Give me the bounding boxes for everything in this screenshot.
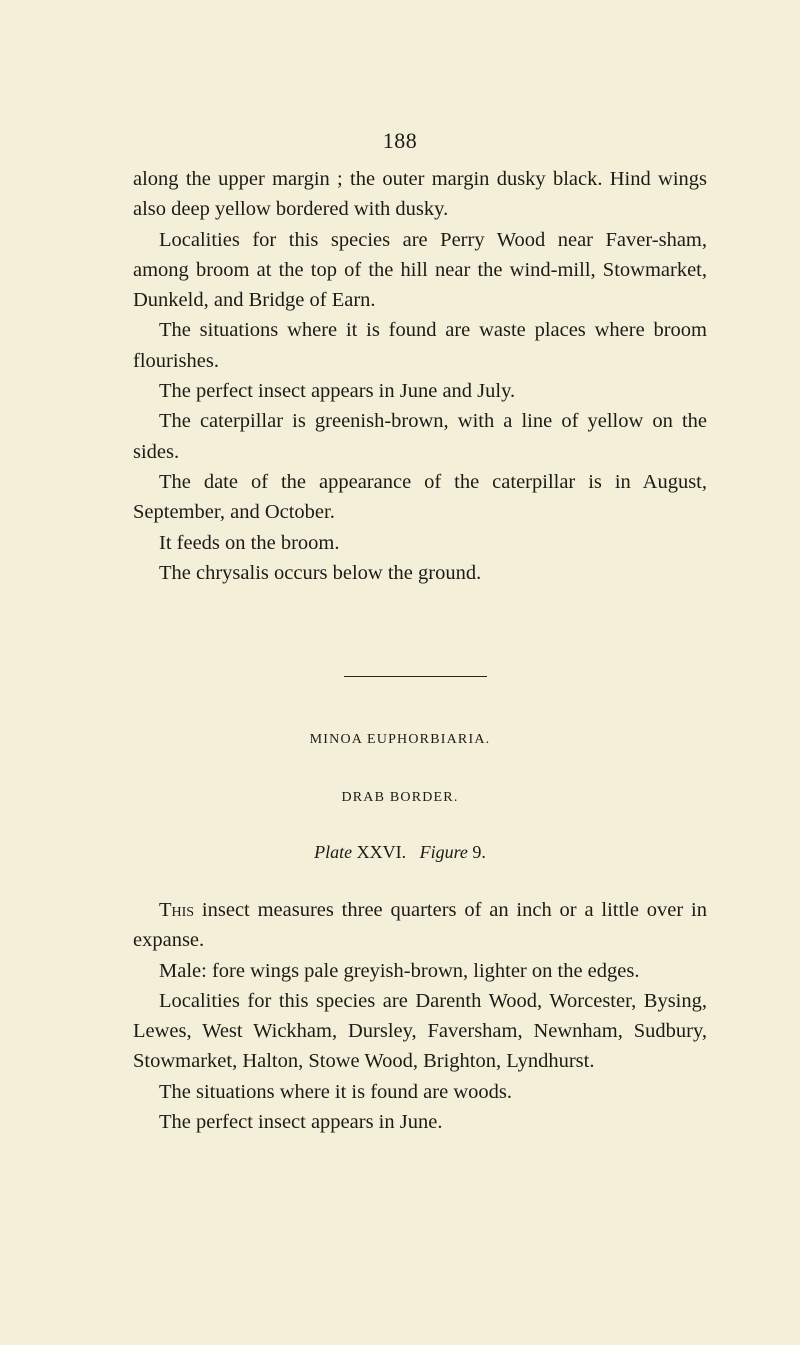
figure-number: 9.: [472, 842, 486, 862]
paragraph: The perfect insect appears in June and July.: [159, 380, 516, 403]
plate-label: Plate: [314, 842, 353, 862]
paragraph: The caterpillar is greenish-brown, with a line of yellow on the sides.: [133, 410, 707, 463]
paragraph: The situations where it is found are waste places where broom flourishes.: [133, 319, 707, 372]
paragraph-text: insect measures three quarters of an inch or a little over in expanse.: [133, 899, 707, 952]
paragraph: The date of the appearance of the caterpillar is in August, September, and October.: [133, 470, 707, 524]
paragraph: along the upper margin ; the outer margin dusky black. Hind wings also deep yellow bordered with dusky.: [133, 168, 707, 221]
paragraph: The situations where it is found are woods.: [159, 1080, 512, 1103]
plate-reference: [0, 842, 800, 863]
species-name: MINOA EUPHORBIARIA.: [309, 732, 491, 747]
paragraph: Male: fore wings pale greyish-brown, lighter on the edges.: [159, 959, 640, 982]
paragraph: Localities for this species are Darenth Wood, Worcester, Bysing, Lewes, West Wickham, Dursley, Faversham, Newnham, Sudbury, Stowmarket, Halton, Stowe Wood, Brighton, Lyndhurst.: [133, 989, 707, 1073]
section-divider: [344, 676, 487, 677]
paragraph: It feeds on the broom.: [159, 531, 340, 554]
paragraph: The perfect insect appears in June.: [159, 1111, 443, 1134]
lead-word: This: [159, 899, 195, 921]
paragraph: The chrysalis occurs below the ground.: [159, 561, 482, 584]
species-description: [133, 895, 707, 1137]
common-name: DRAB BORDER.: [341, 790, 459, 805]
page-number: 188: [382, 128, 418, 153]
plate-number: XXVI.: [356, 842, 407, 862]
paragraph: Localities for this species are Perry Wood near Faver-sham, among broom at the top of the hill near the wind-mill, Stowmarket, Dunkeld, and Bridge of Earn.: [133, 228, 707, 312]
figure-label: Figure: [419, 842, 468, 862]
paragraph: [133, 895, 707, 956]
species-description-continued: [133, 164, 707, 588]
